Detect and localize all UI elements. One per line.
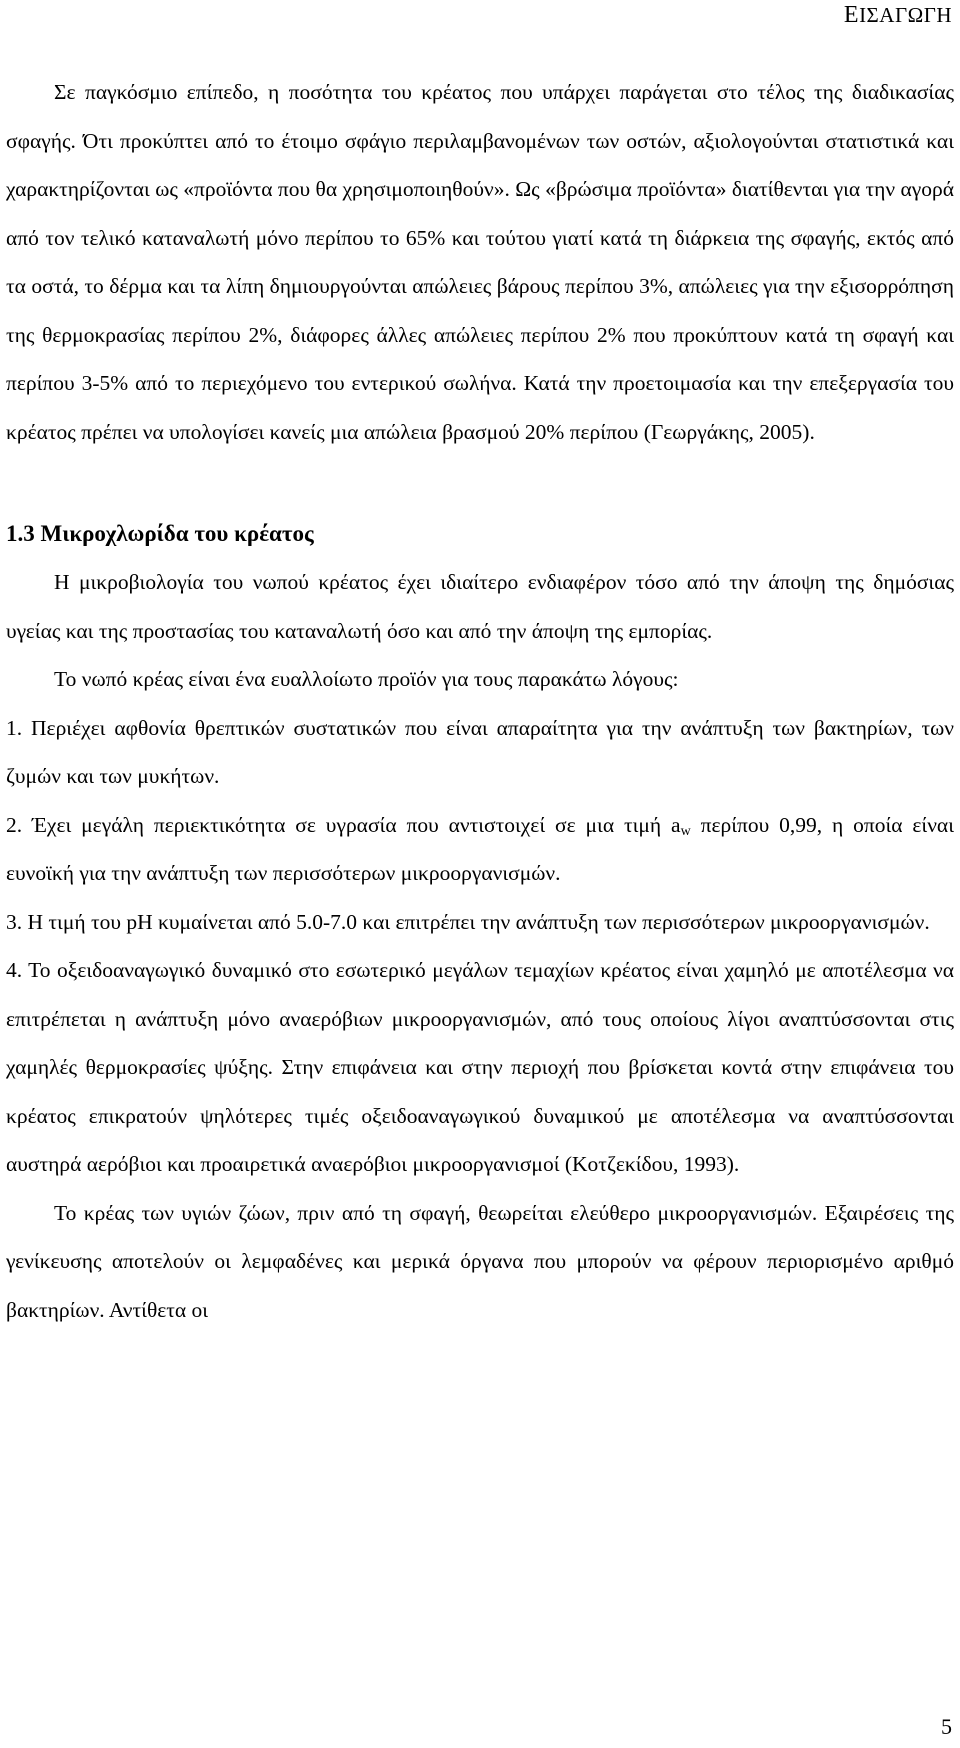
paragraph-perishable-intro: Το νωπό κρέας είναι ένα ευαλλοίωτο προϊόν για τους παρακάτω λόγους: <box>54 667 679 691</box>
paragraph-microbiology: Η μικροβιολογία του νωπού κρέατος έχει ιδιαίτερο ενδιαφέρον τόσο από την άποψη της δημόσιας υγείας και της προστασίας του καταναλωτή όσο και από την άποψη της εμπορίας. <box>6 570 954 643</box>
water-activity-subscript: w <box>680 823 691 839</box>
running-header-rest: ΙΣΑΓΩΓΗ <box>859 3 952 27</box>
paragraph-meat-quantity: Σε παγκόσμιο επίπεδο, η ποσότητα του κρέατος που υπάρχει παράγεται στο τέλος της διαδικασίας σφαγής. Ότι προκύπτει από το έτοιμο σφάγιο περιλαμβανομένων των οστών, αξιολογούνται στατιστικά και χαρακτηρίζονται ως «προϊόντα που θα χρησιμοποιηθούν». Ως «βρώσιμα προϊόντα» διατίθενται για την αγορά από τον τελικό καταναλωτή μόνο περίπου το 65% και τούτου γιατί κατά τη διάρκεια της σφαγής, εκτός από τα οστά, το δέρμα και τα λίπη δημιουργούνται απώλειες βάρους περίπου 3%, απώλειες για την εξισορρόπηση της θερμοκρασίας περίπου 2%, διάφορες άλλες απώλειες περίπου 2% που προκύπτουν κατά τη σφαγή και περίπου 3-5% από το περιεχόμενο του εντερικού σωλήνα. Κατά την προετοιμασία και την επεξεργασία του κρέατος πρέπει να υπολογίσει κανείς μια απώλεια βρασμού 20% περίπου (Γεωργάκης, 2005). <box>6 80 954 444</box>
spacer <box>6 456 954 510</box>
document-body <box>6 68 954 1334</box>
paragraph-healthy-animals: Το κρέας των υγιών ζώων, πριν από τη σφαγή, θεωρείται ελεύθερο μικροοργανισμών. Εξαιρέσεις της γενίκευσης αποτελούν οι λεμφαδένες και μερικά όργανα που μπορούν να φέρουν περιορισμένο αριθμό βακτηρίων. Αντίθετα οι <box>6 1200 954 1322</box>
list-item-moisture-text: 2. Έχει μεγάλη περιεκτικότητα σε υγρασία που αντιστοιχεί σε μια τιμή a <box>6 812 681 837</box>
list-item-moisture-rest: περίπου 0,99, η οποία είναι ευνοϊκή για την ανάπτυξη των περισσότερων μικροοργανισμών. <box>6 812 954 885</box>
list-item-ph: 3. Η τιμή του pH κυμαίνεται από 5.0-7.0 και επιτρέπει την ανάπτυξη των περισσότερων μικροοργανισμών. <box>6 909 930 934</box>
page-number: 5 <box>941 1714 952 1739</box>
list-item-moisture <box>6 801 954 898</box>
list-item-nutrients: 1. Περιέχει αφθονία θρεπτικών συστατικών που είναι απαραίτητα για την ανάπτυξη των βακτηρίων, των ζυμών και των μυκήτων. <box>6 715 954 788</box>
section-heading: 1.3 Μικροχλωρίδα του κρέατος <box>6 521 314 546</box>
running-header <box>844 2 952 29</box>
running-header-initial: Ε <box>843 2 860 28</box>
list-item-redox: 4. Το οξειδοαναγωγικό δυναμικό στο εσωτερικό μεγάλων τεμαχίων κρέατος είναι χαμηλό με αποτέλεσμα να επιτρέπεται η ανάπτυξη μόνο αναερόβιων μικροοργανισμών, από τους οποίους λίγοι αναπτύσσονται στις χαμηλές θερμοκρασίες ψύξης. Στην επιφάνεια και στην περιοχή που βρίσκεται κοντά στην επιφάνεια του κρέατος επικρατούν ψηλότερες τιμές οξειδοαναγωγικού δυναμικού με αποτέλεσμα να αναπτύσσονται αυστηρά αερόβιοι και προαιρετικά αναερόβιοι μικροοργανισμοί (Κοτζεκίδου, 1993). <box>6 958 954 1176</box>
